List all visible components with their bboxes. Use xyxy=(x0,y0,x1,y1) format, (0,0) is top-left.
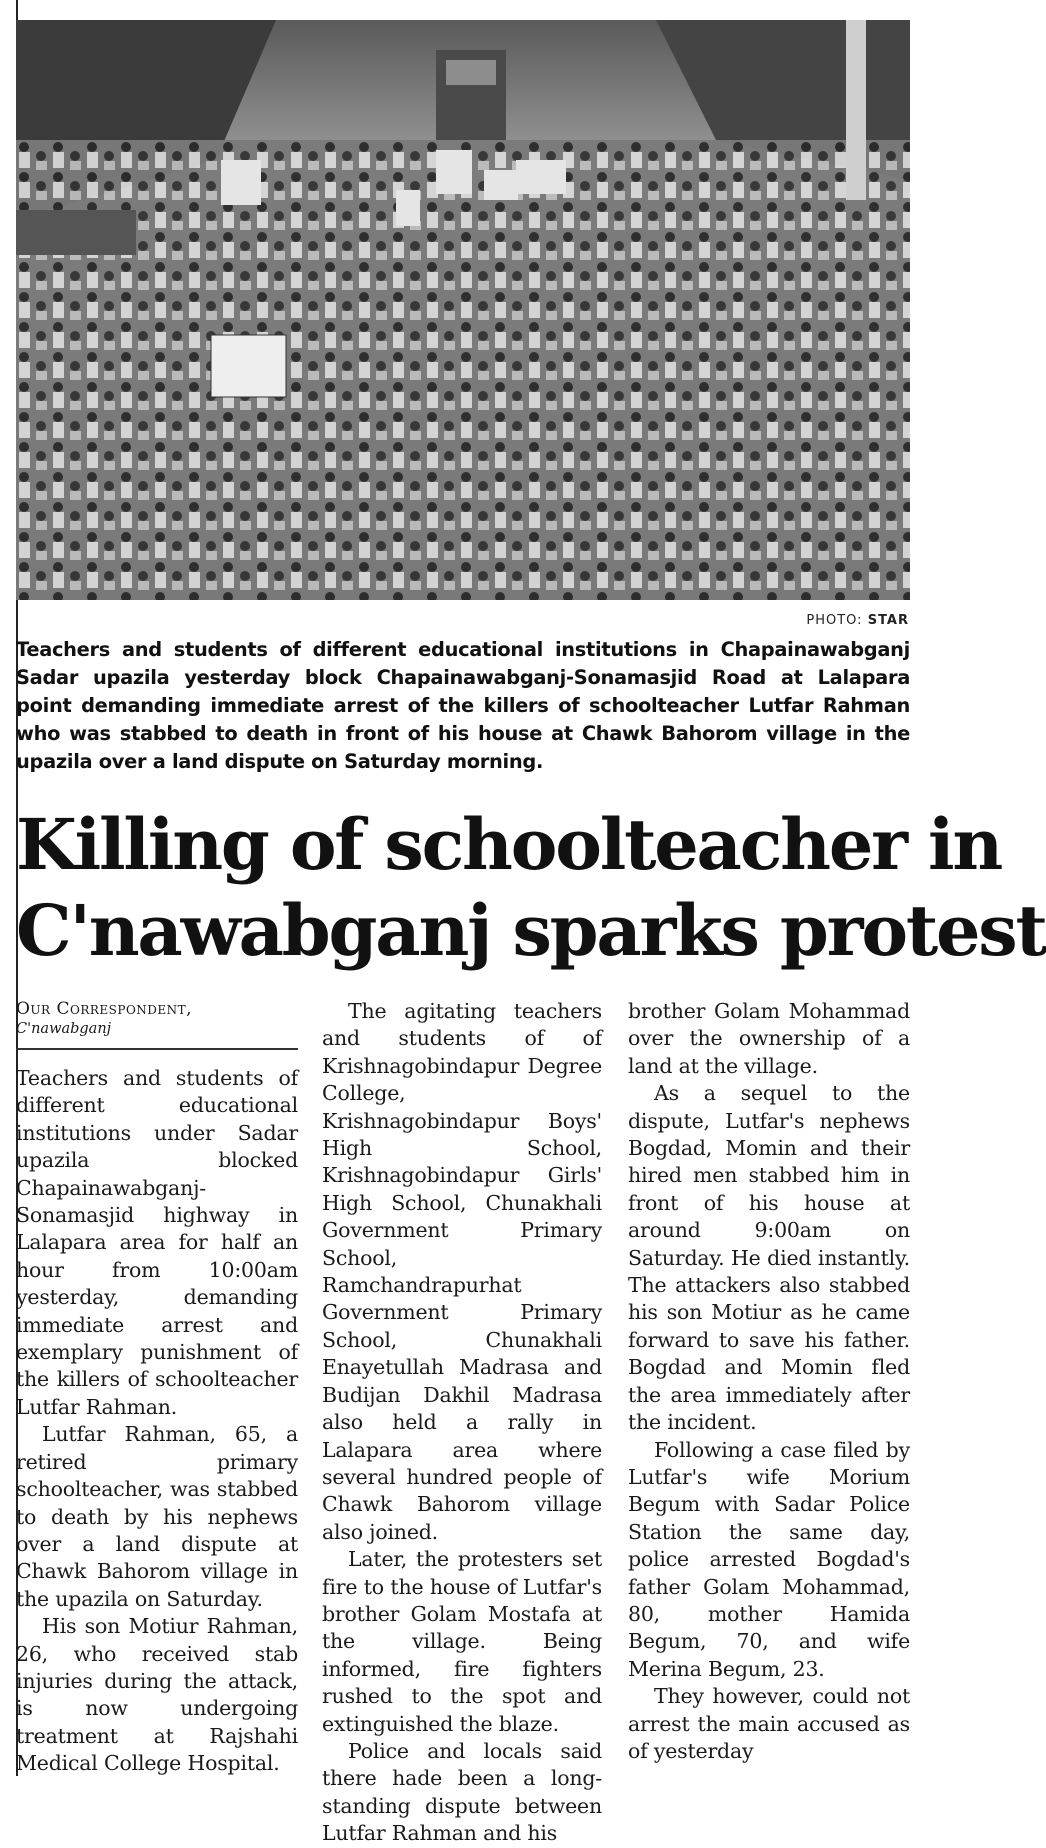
paragraph: As a sequel to the dispute, Lutfar's nephews Bogdad, Momin and their hired men stabbed him in front of his house at around 9:00am on Saturday. He died instantly. The attackers also stabbed his son Motiur as he came forward to save his father. Bogdad and Momin fled the area immediately after the incident. xyxy=(628,1081,910,1435)
article-column-1 xyxy=(16,1065,298,1778)
paragraph: Following a case filed by Lutfar's wife Morium Begum with Sadar Police Station the same day, police arrested Bogdad's father Golam Mohammad, 80, mother Hamida Begum, 70, and wife Merina Begum, 23. xyxy=(628,1437,910,1681)
paragraph: Later, the protesters set fire to the house of Lutfar's brother Golam Mostafa at the village. Being informed, fire fighters rushed to the spot and extinguished the blaze. xyxy=(322,1547,602,1736)
byline xyxy=(16,998,298,1050)
photo-caption: Teachers and students of different educational institutions in Chapainawabganj Sadar upazila yesterday block Chapainawabganj-Sonamasjid Road at Lalapara point demanding immediate arrest of the killers of schoolteacher Lutfar Rahman who was stabbed to death in front of his house at Chawk Bahorom village in the upazila over a land dispute on Saturday morning. xyxy=(16,638,910,773)
photo-credit-source: STAR xyxy=(867,613,909,628)
headline-line-2: C'nawabganj sparks protest xyxy=(16,889,1046,972)
photo-credit-label: PHOTO: xyxy=(806,613,863,628)
paragraph: brother Golam Mohammad over the ownership of a land at the village. xyxy=(628,999,910,1078)
paragraph: The agitating teachers and students of of Krishnagobindapur Degree College, Krishnagobindapur Boys' High School, Krishnagobindapur Girls' High School, Chunakhali Government Primary School, Ramchandrapurhat Government Primary School, Chunakhali Enayetullah Madrasa and Budijan Dakhil Madrasa also held a rally in Lalapara area where several hundred people of Chawk Bahorom village also joined. xyxy=(322,999,602,1544)
paragraph: Police and locals said there hade been a long-standing dispute between Lutfar Rahman and his xyxy=(322,1738,602,1846)
photo-credit xyxy=(806,613,909,628)
byline-dateline: C'nawabganj xyxy=(16,1021,112,1037)
byline-author: Our Correspondent, xyxy=(16,999,193,1019)
headline-line-1: Killing of schoolteacher in xyxy=(16,803,1002,886)
paragraph: His son Motiur Rahman, 26, who received stab injuries during the attack, is now undergoing treatment at Rajshahi Medical College Hospital. xyxy=(16,1614,298,1776)
paragraph: They however, could not arrest the main accused as of yesterday xyxy=(628,1684,910,1763)
byline-divider xyxy=(16,1048,298,1050)
paragraph: Lutfar Rahman, 65, a retired primary schoolteacher, was stabbed to death by his nephews over a land dispute at Chawk Bahorom village in the upazila on Saturday. xyxy=(16,1422,298,1611)
article-column-3 xyxy=(628,998,910,1765)
protest-photo xyxy=(16,20,910,600)
article-column-2 xyxy=(322,998,602,1848)
headline xyxy=(16,802,1046,974)
paragraph: Teachers and students of different educational institutions under Sadar upazila blocked Chapainawabganj-Sonamasjid highway in Lalapara area for half an hour from 10:00am yesterday, demanding immediate arrest and exemplary punishment of the killers of schoolteacher Lutfar Rahman. xyxy=(16,1066,298,1419)
